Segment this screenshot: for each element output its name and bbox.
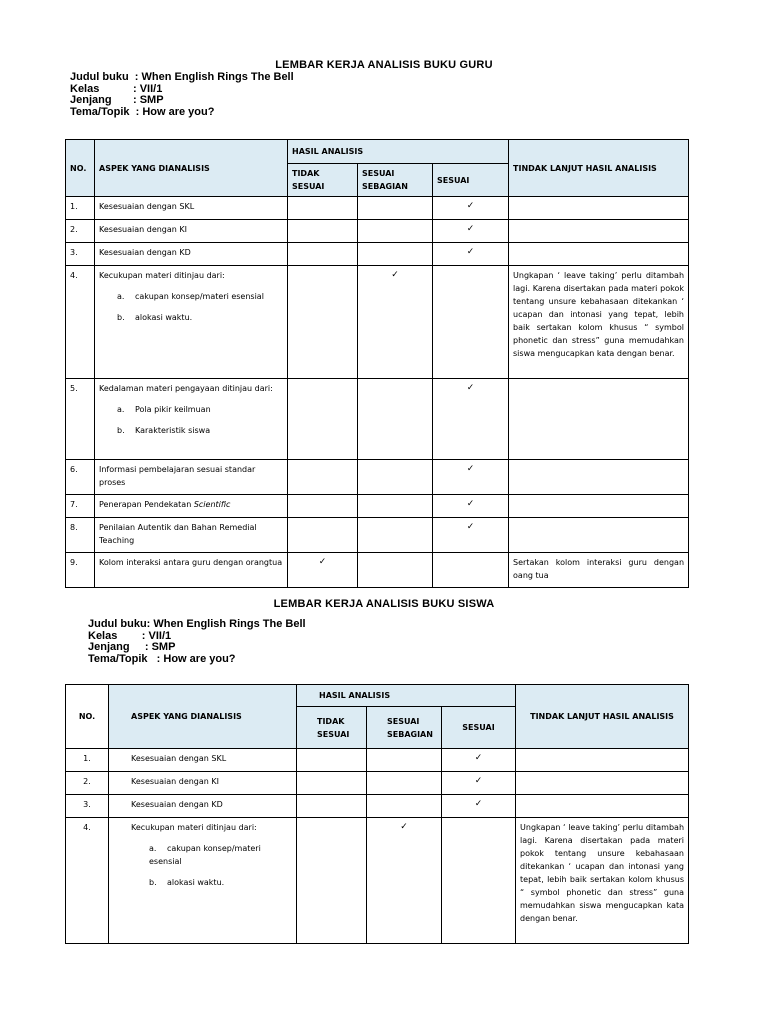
check-cell-tidak (288, 220, 358, 243)
row-no: 6. (66, 460, 95, 495)
aspek-text: Kesesuaian dengan KD (99, 248, 191, 257)
siswa-title: LEMBAR KERJA ANALISIS BUKU SISWA (273, 598, 495, 610)
check-cell-sebagian (358, 460, 433, 495)
row-aspek (109, 749, 297, 772)
check-cell-sesuai (433, 460, 509, 495)
meta-value: When English Rings The Bell (141, 71, 294, 83)
header-aspek: ASPEK YANG DIANALISIS (109, 685, 297, 749)
table-row (66, 749, 689, 772)
row-aspek (95, 460, 288, 495)
check-icon: ✓ (400, 822, 408, 832)
row-no: 2. (66, 772, 109, 795)
check-cell-sebagian (367, 795, 442, 818)
meta-key: Jenjang : (88, 641, 152, 653)
aspek-subitem (131, 876, 292, 889)
guru-table (65, 139, 689, 588)
check-cell-tidak (288, 495, 358, 518)
check-cell-sesuai (433, 379, 509, 460)
check-cell-sebagian (358, 553, 433, 588)
header-tindak: TINDAK LANJUT HASIL ANALISIS (509, 140, 689, 197)
row-tindak: Ungkapan ‘ leave taking’ perlu ditambah lagi. Karena disertakan pada materi pokok tentang unsure kebahasaan ditekankan ‘ ucapan dan intonasi yang tepat, lebih baik sertakan kolom khusus “ symbol phonetic dan stress” guna memudahkan siswa mengucapkan kata dengan benar. (509, 266, 689, 379)
meta-key: Kelas : (70, 82, 140, 95)
meta-row (88, 619, 306, 631)
check-cell-tidak (297, 795, 367, 818)
check-icon: ✓ (474, 799, 483, 809)
subitem-letter: a. (117, 405, 125, 414)
meta-value: VII/1 (148, 629, 172, 642)
check-cell-sesuai (442, 772, 516, 795)
meta-value: When English Rings The Bell (153, 618, 306, 630)
subitem-letter: b. (117, 313, 125, 322)
aspek-text: Penilaian Autentik dan Bahan Remedial Teaching (99, 523, 257, 545)
check-cell-sesuai (433, 197, 509, 220)
check-cell-sesuai (433, 518, 509, 553)
row-tindak (509, 379, 689, 460)
table-row (66, 553, 689, 588)
table-row (66, 243, 689, 266)
check-cell-sebagian (358, 220, 433, 243)
check-cell-sesuai (442, 749, 516, 772)
subitem-letter: b. (149, 878, 157, 887)
table-row (66, 379, 689, 460)
check-cell-sesuai (433, 243, 509, 266)
aspek-text: Kesesuaian dengan KD (131, 800, 223, 809)
header-sesuai-sebagian: SESUAI SEBAGIAN (358, 164, 433, 197)
meta-value: SMP (151, 641, 176, 653)
meta-row (70, 72, 294, 84)
row-tindak (509, 220, 689, 243)
guru-title: LEMBAR KERJA ANALISIS BUKU GURU (275, 59, 493, 71)
aspek-italic: Scientific (193, 500, 231, 509)
check-cell-sesuai (442, 818, 516, 944)
header-no: NO. (66, 140, 95, 197)
row-no: 4. (66, 266, 95, 379)
table-row (66, 495, 689, 518)
aspek-text: Kesesuaian dengan SKL (131, 754, 227, 763)
subitem-text: cakupan konsep/materi esensial (135, 292, 264, 301)
check-cell-sesuai (433, 553, 509, 588)
check-cell-tidak (288, 518, 358, 553)
check-icon: ✓ (466, 522, 475, 532)
row-tindak (509, 243, 689, 266)
row-aspek (95, 379, 288, 460)
row-no: 3. (66, 243, 95, 266)
check-cell-tidak (288, 197, 358, 220)
table-row (66, 266, 689, 379)
row-aspek (95, 197, 288, 220)
row-no: 5. (66, 379, 95, 460)
table-row (66, 795, 689, 818)
check-cell-sebagian (367, 772, 442, 795)
check-cell-sebagian (358, 518, 433, 553)
check-cell-tidak (288, 243, 358, 266)
row-no: 1. (66, 197, 95, 220)
row-no: 3. (66, 795, 109, 818)
check-icon: ✓ (466, 383, 475, 393)
check-cell-tidak (288, 553, 358, 588)
row-no: 4. (66, 818, 109, 944)
header-sesuai: SESUAI (433, 164, 509, 197)
meta-key: Tema/Topik : (88, 652, 164, 665)
check-icon: ✓ (318, 557, 327, 567)
check-cell-sebagian (367, 818, 442, 944)
row-tindak (509, 495, 689, 518)
aspek-subitem (131, 842, 292, 868)
subitem-letter: a. (117, 292, 125, 301)
meta-key: Jenjang : (70, 94, 140, 106)
aspek-text: Kolom interaksi antara guru dengan orangtua (99, 558, 283, 567)
aspek-text: Kesesuaian dengan KI (131, 777, 220, 786)
aspek-subitem (99, 290, 283, 303)
check-cell-sebagian (358, 197, 433, 220)
aspek-text: Kecukupan materi ditinjau dari: (131, 823, 257, 832)
check-cell-sebagian (358, 243, 433, 266)
meta-row (70, 107, 294, 119)
check-icon: ✓ (466, 224, 475, 234)
subitem-text: alokasi waktu. (135, 313, 193, 322)
check-icon: ✓ (466, 247, 475, 257)
header-tidak-sesuai: TIDAK SESUAI (297, 707, 367, 749)
subitem-letter: b. (117, 426, 125, 435)
check-icon: ✓ (466, 499, 475, 509)
row-aspek (95, 243, 288, 266)
row-tindak (509, 460, 689, 495)
aspek-subitem (99, 424, 283, 437)
meta-row (88, 654, 306, 666)
check-cell-tidak (288, 379, 358, 460)
table-row (66, 772, 689, 795)
aspek-text: Kedalaman materi pengayaan ditinjau dari: (99, 384, 273, 393)
row-aspek (95, 553, 288, 588)
siswa-table (65, 684, 689, 944)
check-cell-sebagian (358, 266, 433, 379)
subitem-text: Karakteristik siswa (135, 426, 211, 435)
table-row (66, 220, 689, 243)
row-tindak (516, 749, 689, 772)
header-no: NO. (66, 685, 109, 749)
aspek-text: Kecukupan materi ditinjau dari: (99, 271, 225, 280)
header-hasil: HASIL ANALISIS (288, 140, 509, 164)
meta-value: How are you? (163, 652, 236, 665)
header-hasil: HASIL ANALISIS (297, 685, 516, 707)
table-row (66, 460, 689, 495)
aspek-text: Kesesuaian dengan SKL (99, 202, 195, 211)
check-cell-sebagian (367, 749, 442, 772)
row-no: 1. (66, 749, 109, 772)
check-icon: ✓ (474, 753, 483, 763)
check-icon: ✓ (466, 464, 475, 474)
check-cell-sesuai (433, 220, 509, 243)
row-tindak: Sertakan kolom interaksi guru dengan oang tua (509, 553, 689, 588)
row-tindak (509, 197, 689, 220)
meta-row (70, 95, 294, 107)
table-row (66, 518, 689, 553)
row-no: 9. (66, 553, 95, 588)
check-cell-tidak (297, 749, 367, 772)
aspek-text: Penerapan Pendekatan (99, 500, 194, 509)
meta-key: Judul buku : (70, 71, 142, 83)
check-icon: ✓ (466, 201, 475, 211)
check-icon: ✓ (474, 776, 483, 786)
aspek-subitem (99, 311, 283, 324)
row-tindak (516, 795, 689, 818)
header-tindak: TINDAK LANJUT HASIL ANALISIS (516, 685, 689, 749)
check-cell-sesuai (433, 495, 509, 518)
header-tidak-sesuai: TIDAK SESUAI (288, 164, 358, 197)
meta-key: Kelas : (88, 629, 149, 642)
aspek-text: Kesesuaian dengan KI (99, 225, 188, 234)
meta-key: Tema/Topik : (70, 105, 143, 118)
meta-value: SMP (139, 94, 164, 106)
check-cell-sesuai (442, 795, 516, 818)
row-aspek (109, 818, 297, 944)
row-tindak: Ungkapan ‘ leave taking’ perlu ditambah lagi. Karena disertakan pada materi pokok tentang unsure kebahasaan ditekankan ‘ ucapan dan intonasi yang tepat, lebih baik sertakan kolom khusus “ symbol phonetic dan stress” guna memudahkan siswa mengucapkan kata dengan benar. (516, 818, 689, 944)
table-row (66, 818, 689, 944)
check-cell-tidak (288, 266, 358, 379)
check-cell-sebagian (358, 495, 433, 518)
row-aspek (95, 518, 288, 553)
meta-value: VII/1 (139, 82, 163, 95)
table-row (66, 197, 689, 220)
row-aspek (109, 795, 297, 818)
siswa-meta (88, 619, 306, 665)
aspek-text: Informasi pembelajaran sesuai standar proses (99, 465, 256, 487)
check-cell-tidak (297, 772, 367, 795)
row-aspek (95, 495, 288, 518)
subitem-letter: a. (149, 844, 157, 853)
subitem-text: Pola pikir keilmuan (135, 405, 211, 414)
row-aspek (95, 266, 288, 379)
row-no: 2. (66, 220, 95, 243)
check-icon: ✓ (391, 270, 399, 280)
meta-key: Judul buku: (88, 618, 154, 630)
meta-row (88, 642, 306, 654)
check-cell-tidak (297, 818, 367, 944)
aspek-subitem (99, 403, 283, 416)
row-tindak (509, 518, 689, 553)
subitem-text: alokasi waktu. (167, 878, 225, 887)
header-aspek: ASPEK YANG DIANALISIS (95, 140, 288, 197)
guru-meta (70, 72, 294, 118)
meta-value: How are you? (142, 105, 215, 118)
row-aspek (95, 220, 288, 243)
check-cell-sebagian (358, 379, 433, 460)
header-sesuai-sebagian: SESUAI SEBAGIAN (367, 707, 442, 749)
row-no: 7. (66, 495, 95, 518)
header-sesuai: SESUAI (442, 707, 516, 749)
row-tindak (516, 772, 689, 795)
row-aspek (109, 772, 297, 795)
subitem-text: cakupan konsep/materi esensial (149, 844, 261, 866)
row-no: 8. (66, 518, 95, 553)
check-cell-sesuai (433, 266, 509, 379)
check-cell-tidak (288, 460, 358, 495)
